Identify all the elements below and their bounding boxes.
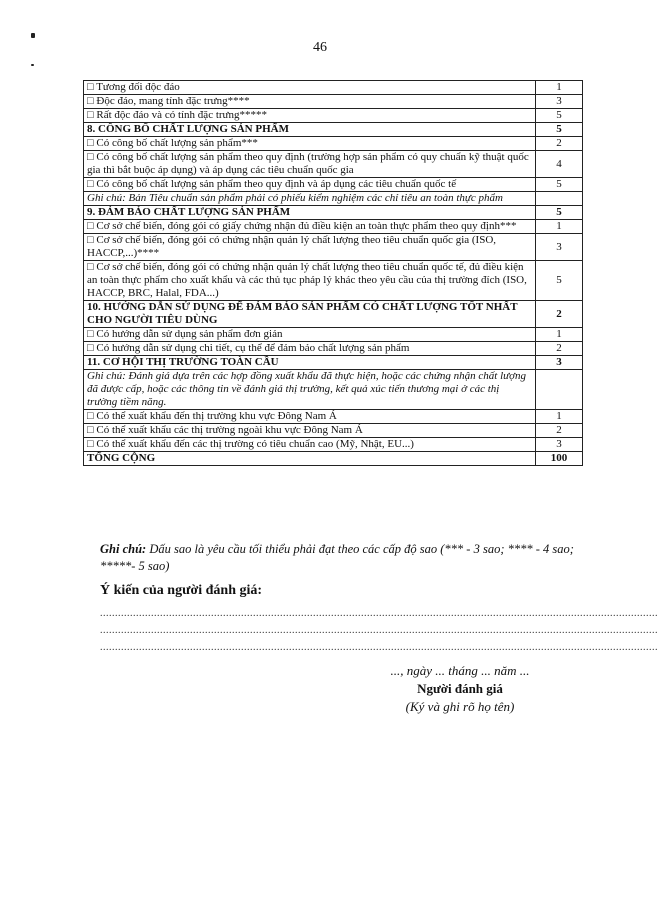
criterion-label: 9. ĐẢM BẢO CHẤT LƯỢNG SẢN PHẨM xyxy=(84,206,536,220)
criterion-label: □ Cơ sở chế biến, đóng gói có chứng nhận quản lý chất lượng theo tiêu chuẩn quốc tế, đủ điều kiện an toàn thực phẩm cho xuất khẩu và các thủ tục pháp lý khác theo yêu cầu của thị trường đích (ISO, HACCP, BRC, Halal, FDA...) xyxy=(84,261,536,301)
criterion-score: 2 xyxy=(536,301,583,328)
criterion-label: □ Tương đối độc đáo xyxy=(84,81,536,95)
table-row xyxy=(84,438,583,452)
criterion-label: Ghi chú: Bản Tiêu chuẩn sản phẩm phải có phiếu kiểm nghiệm các chỉ tiêu an toàn thực phẩm xyxy=(84,192,536,206)
signature-title: Người đánh giá xyxy=(417,681,503,696)
footnote-text: Dấu sao là yêu cầu tối thiểu phải đạt theo các cấp độ sao (*** - 3 sao; **** - 4 sao; *****- 5 sao) xyxy=(100,542,574,573)
table-row xyxy=(84,109,583,123)
scan-speck-bottom xyxy=(31,64,34,66)
page-number: 46 xyxy=(313,40,327,55)
table-row xyxy=(84,151,583,178)
opinion-line: .......................................................................................................................................................................................... xyxy=(100,625,658,636)
criterion-score: 2 xyxy=(536,342,583,356)
criterion-label: 8. CÔNG BỐ CHẤT LƯỢNG SẢN PHẨM xyxy=(84,123,536,137)
criterion-label: 10. HƯỚNG DẪN SỬ DỤNG ĐỂ ĐẢM BẢO SẢN PHẨM CÓ CHẤT LƯỢNG TỐT NHẤT CHO NGƯỜI TIÊU DÙNG xyxy=(84,301,536,328)
criterion-score: 5 xyxy=(536,109,583,123)
criteria-table xyxy=(83,80,583,466)
opinion-line: .......................................................................................................................................................................................... xyxy=(100,642,658,653)
criteria-table-body xyxy=(84,81,583,466)
criterion-score: 3 xyxy=(536,234,583,261)
section-row xyxy=(84,206,583,220)
criterion-score: 1 xyxy=(536,220,583,234)
criterion-score: 1 xyxy=(536,328,583,342)
total-row xyxy=(84,452,583,466)
criterion-label: □ Có công bố chất lượng sản phẩm*** xyxy=(84,137,536,151)
criterion-label: □ Có công bố chất lượng sản phẩm theo quy định và áp dụng các tiêu chuẩn quốc tế xyxy=(84,178,536,192)
criterion-label: □ Độc đáo, mang tính đặc trưng**** xyxy=(84,95,536,109)
criterion-label: □ Cơ sở chế biến, đóng gói có giấy chứng nhận đủ điều kiện an toàn thực phẩm theo quy định*** xyxy=(84,220,536,234)
opinion-heading: Ý kiến của người đánh giá: xyxy=(100,583,263,598)
criterion-label: □ Có công bố chất lượng sản phẩm theo quy định (trường hợp sản phẩm có quy chuẩn kỹ thuật quốc gia thì bắt buộc áp dụng) và áp dụng các tiêu chuẩn quốc gia xyxy=(84,151,536,178)
criterion-score xyxy=(536,192,583,206)
table-row xyxy=(84,410,583,424)
criterion-label: □ Có hướng dẫn sử dụng chi tiết, cụ thể để đảm bảo chất lượng sản phẩm xyxy=(84,342,536,356)
note-row xyxy=(84,192,583,206)
criterion-label: □ Có thể xuất khẩu các thị trường ngoài khu vực Đông Nam Á xyxy=(84,424,536,438)
criterion-label: TỔNG CỘNG xyxy=(84,452,536,466)
criterion-score: 2 xyxy=(536,137,583,151)
table-row xyxy=(84,220,583,234)
note-row xyxy=(84,370,583,410)
table-row xyxy=(84,328,583,342)
table-row xyxy=(84,178,583,192)
signature-date-line: ..., ngày ... tháng ... năm ... xyxy=(390,663,530,678)
criterion-label: Ghi chú: Đánh giá dựa trên các hợp đồng xuất khẩu đã thực hiện, hoặc các chứng nhận chất lượng đã được cấp, hoặc các thông tin về đánh giá thị trường, kết quả xúc tiến thương mại ở các thị trường tiềm năng. xyxy=(84,370,536,410)
criterion-label: 11. CƠ HỘI THỊ TRƯỜNG TOÀN CẦU xyxy=(84,356,536,370)
criterion-score: 2 xyxy=(536,424,583,438)
table-row xyxy=(84,424,583,438)
criterion-label: □ Cơ sở chế biến, đóng gói có chứng nhận quản lý chất lượng theo tiêu chuẩn quốc gia (ISO, HACCP,...)**** xyxy=(84,234,536,261)
table-row xyxy=(84,81,583,95)
criterion-score: 5 xyxy=(536,178,583,192)
table-row xyxy=(84,95,583,109)
table-row xyxy=(84,234,583,261)
table-row xyxy=(84,261,583,301)
criterion-score: 5 xyxy=(536,206,583,220)
criterion-score: 3 xyxy=(536,438,583,452)
signature-block xyxy=(360,662,560,716)
section-row xyxy=(84,123,583,137)
criterion-score: 100 xyxy=(536,452,583,466)
section-row xyxy=(84,301,583,328)
criterion-score: 5 xyxy=(536,123,583,137)
criterion-label: □ Có thể xuất khẩu đến các thị trường có tiêu chuẩn cao (Mỹ, Nhật, EU...) xyxy=(84,438,536,452)
criterion-label: □ Có thể xuất khẩu đến thị trường khu vực Đông Nam Á xyxy=(84,410,536,424)
criterion-score: 5 xyxy=(536,261,583,301)
criterion-score: 4 xyxy=(536,151,583,178)
criterion-score: 3 xyxy=(536,95,583,109)
scan-speck-top xyxy=(31,33,35,38)
section-row xyxy=(84,356,583,370)
criterion-score: 3 xyxy=(536,356,583,370)
table-row xyxy=(84,137,583,151)
criterion-score xyxy=(536,370,583,410)
criterion-score: 1 xyxy=(536,81,583,95)
footnote-label: Ghi chú: xyxy=(100,542,147,556)
criterion-label: □ Rất độc đáo và có tính đặc trưng***** xyxy=(84,109,536,123)
table-row xyxy=(84,342,583,356)
footnote xyxy=(100,541,590,575)
signature-note: (Ký và ghi rõ họ tên) xyxy=(405,699,515,714)
criterion-score: 1 xyxy=(536,410,583,424)
opinion-line: .......................................................................................................................................................................................... xyxy=(100,608,658,619)
criterion-label: □ Có hướng dẫn sử dụng sản phẩm đơn giản xyxy=(84,328,536,342)
